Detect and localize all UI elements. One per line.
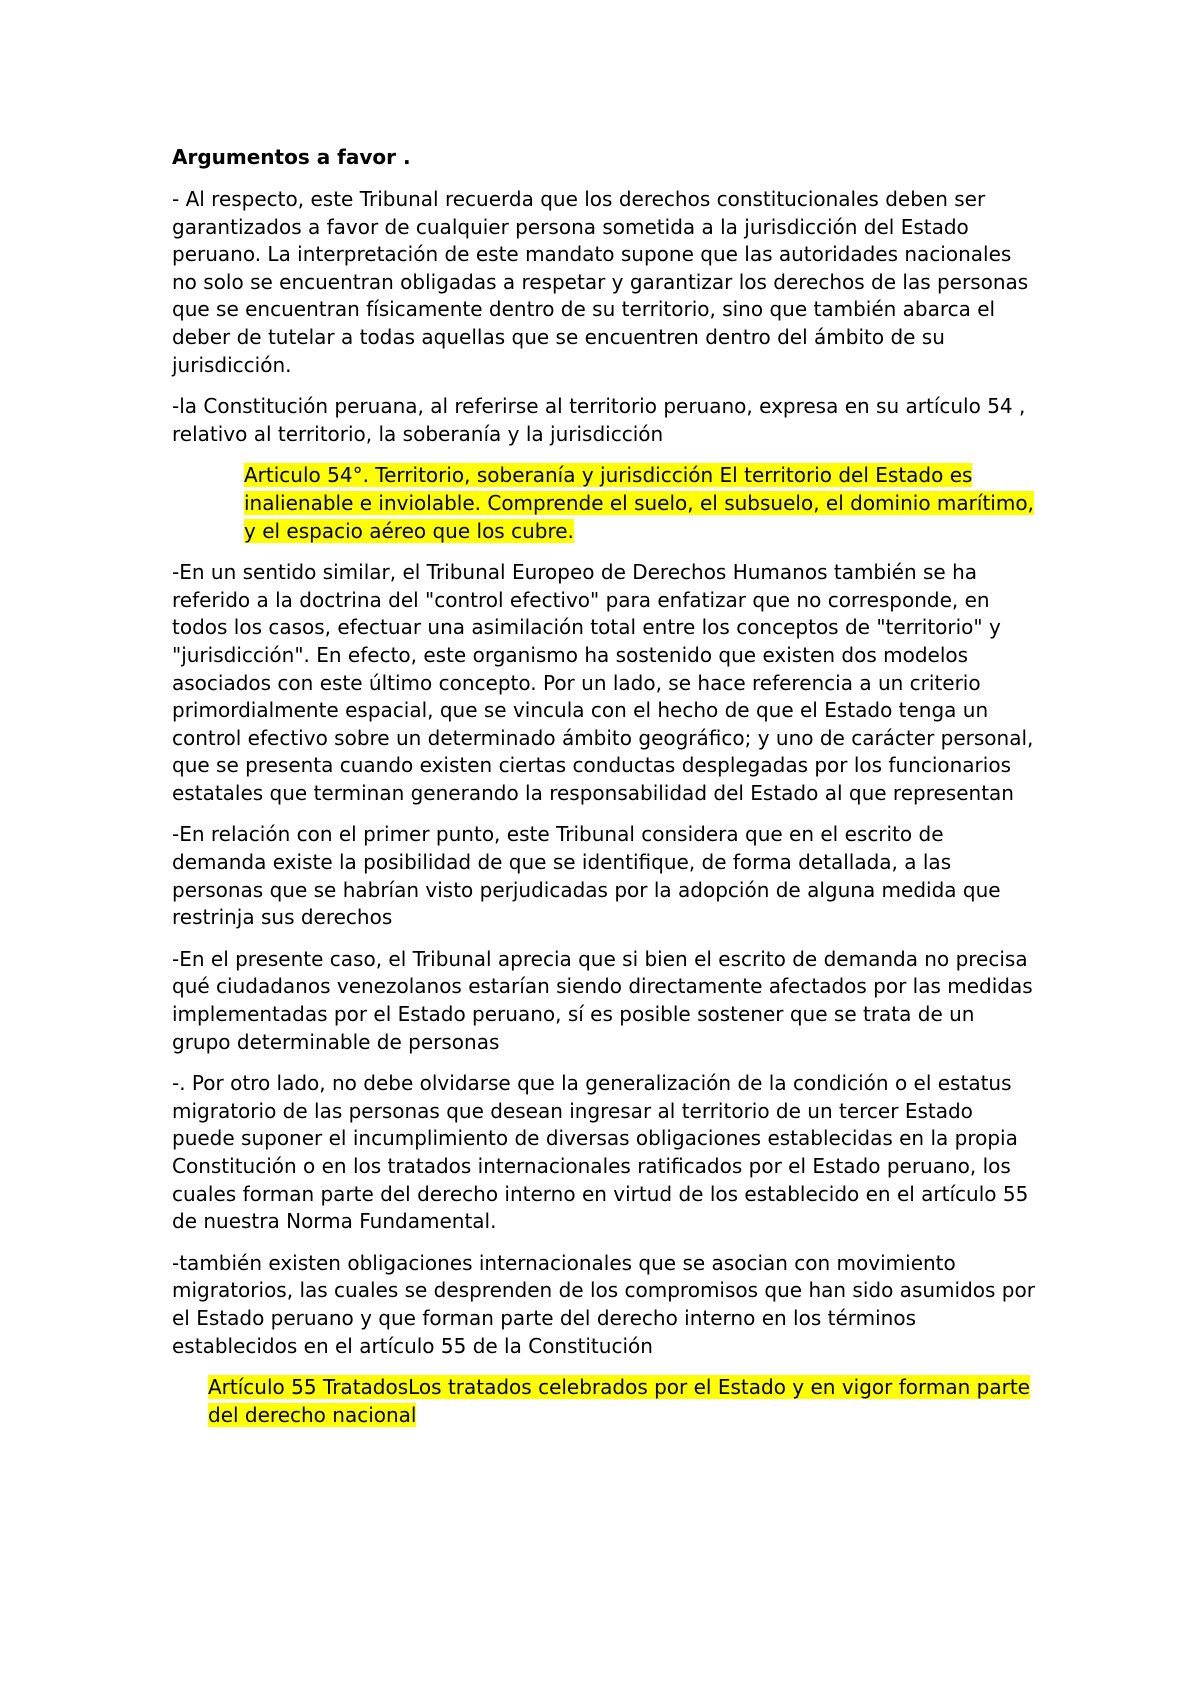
paragraph-international-obligations: -también existen obligaciones internacionales que se asocian con movimiento migratorios, las cuales se desprenden de los compromisos que han sido asumidos por el Estado peruano y que forman parte del derecho interno en los términos establecidos en el artículo 55 de la Constitución bbox=[172, 1250, 1035, 1358]
section-heading: Argumentos a favor . bbox=[172, 145, 411, 169]
paragraph-jurisdiction: - Al respecto, este Tribunal recuerda que los derechos constitucionales deben ser garantizados a favor de cualquier persona sometida a la jurisdicción del Estado peruano. La interpretación de este mandato supone que las autoridades nacionales no solo se encuentran obligadas a respetar y garantizar los derechos de las personas que se encuentran físicamente dentro de su territorio, sino que también abarca el deber de tutelar a todas aquellas que se encuentren dentro del ámbito de su jurisdicción. bbox=[172, 187, 1029, 377]
highlight-article-55-text: Artículo 55 TratadosLos tratados celebrados por el Estado y en vigor forman parte del derecho nacional bbox=[208, 1375, 1030, 1427]
highlight-article-54-text: Articulo 54°. Territorio, soberanía y jurisdicción El territorio del Estado es inalienable e inviolable. Comprende el suelo, el subsuelo, el dominio marítimo, y el espacio aéreo que los cubre. bbox=[244, 463, 1034, 543]
highlighted-article-54 bbox=[172, 462, 1037, 545]
paragraph-european-court: -En un sentido similar, el Tribunal Europeo de Derechos Humanos también se ha referido a la doctrina del "control efectivo" para enfatizar que no corresponde, en todos los casos, efectuar una asimilación total entre los conceptos de "territorio" y "jurisdicción". En efecto, este organismo ha sostenido que existen dos modelos asociados con este último concepto. Por un lado, se hace referencia a un criterio primordialmente espacial, que se vincula con el hecho de que el Estado tenga un control efectivo sobre un determinado ámbito geográfico; y uno de carácter personal, que se presenta cuando existen ciertas conductas desplegadas por los funcionarios estatales que terminan generando la responsabilidad del Estado al que representan bbox=[172, 560, 1034, 805]
paragraph-first-point: -En relación con el primer punto, este Tribunal considera que en el escrito de demanda existe la posibilidad de que se identifique, de forma detallada, a las personas que se habrían visto perjudicadas por la adopción de alguna medida que restrinja sus derechos bbox=[172, 822, 1001, 930]
paragraph-constitution: -la Constitución peruana, al referirse al territorio peruano, expresa en su artículo 54 , relativo al territorio, la soberanía y la jurisdicción bbox=[172, 394, 1026, 446]
paragraph-migratory-status: -. Por otro lado, no debe olvidarse que la generalización de la condición o el estatus migratorio de las personas que desean ingresar al territorio de un tercer Estado puede suponer el incumplimiento de diversas obligaciones establecidas en la propia Constitución o en los tratados internacionales ratificados por el Estado peruano, los cuales forman parte del derecho interno en virtud de los establecido en el artículo 55 de nuestra Norma Fundamental. bbox=[172, 1071, 1029, 1234]
document-body bbox=[172, 142, 1037, 1443]
highlighted-article-55 bbox=[172, 1374, 1037, 1429]
paragraph-present-case: -En el presente caso, el Tribunal aprecia que si bien el escrito de demanda no precisa qué ciudadanos venezolanos estarían siendo directamente afectados por las medidas implementadas por el Estado peruano, sí es posible sostener que se trata de un grupo determinable de personas bbox=[172, 946, 1033, 1054]
